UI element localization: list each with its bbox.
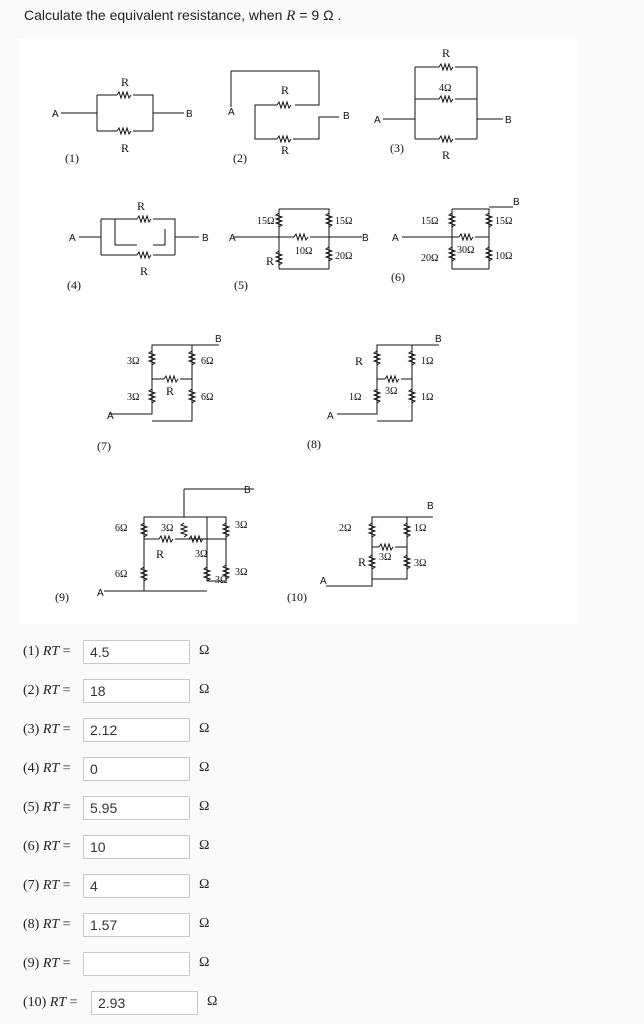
answer-label: (1) RT = [23,644,75,659]
label-15-right: 15Ω [335,216,353,227]
label-6-bottom: 6Ω [115,569,128,580]
circuit-label: (8) [307,437,321,451]
label-6-top: 6Ω [115,523,128,534]
resistor-top [439,64,453,70]
circuit-10 [287,501,434,604]
terminal-a: A [320,576,327,587]
circuit-label: (6) [391,270,405,284]
label-3-right-bottom: 3Ω [235,567,248,578]
answer-input-6[interactable] [83,835,190,859]
label-r-top: R [281,83,290,97]
answer-input-3[interactable] [83,718,190,742]
circuit-label: (9) [55,590,69,604]
terminal-a: A [229,233,236,244]
circuit-diagrams [19,39,578,624]
answer-input-4[interactable] [83,757,190,781]
label-30: 30Ω [457,245,475,256]
answer-label: (2) RT = [23,683,75,698]
label-r: R [358,555,367,569]
question-variable: R [286,8,296,24]
label-3-right-top: 3Ω [235,520,248,531]
label-10: 10Ω [495,251,513,262]
label-6-top: 6Ω [201,356,214,367]
answer-row-6 [23,834,74,860]
circuit-1 [52,75,193,165]
unit-ohm: Ω [199,760,210,775]
circuit-3 [374,46,512,162]
label-10: 10Ω [295,246,313,257]
unit-ohm: Ω [199,877,210,892]
label-3-bottom: 3Ω [127,392,140,403]
answer-row-7 [23,873,74,899]
terminal-a: A [52,109,59,120]
terminal-a: A [107,411,114,422]
answer-label: (4) RT = [23,761,75,776]
answer-label: (8) RT = [23,917,75,932]
label-2: 2Ω [339,523,352,534]
resistor-3 [385,376,399,382]
unit-ohm: Ω [199,955,210,970]
label-r-bottom: R [281,143,290,157]
answer-label: (9) RT = [23,956,75,971]
terminal-a: A [374,115,381,126]
label-r: R [266,254,275,268]
resistor-30 [459,234,473,240]
answer-label: (3) RT = [23,722,75,737]
terminal-b: B [343,111,350,122]
label-20: 20Ω [335,251,353,262]
answer-row-3 [23,717,74,743]
circuit-label: (3) [390,141,404,155]
label-3-mid: 3Ω [379,552,392,563]
terminal-b: B [244,485,251,496]
resistor-bottom [277,136,291,142]
unit-ohm: Ω [199,682,210,697]
answer-label: (10) RT = [23,995,82,1010]
circuit-label: (4) [67,278,81,292]
circuit-label: (2) [233,151,247,165]
unit-ohm: Ω [199,643,210,658]
circuit-label: (7) [97,439,111,453]
label-1-bottom-left: 1Ω [349,392,362,403]
question-value: = 9 Ω . [295,7,342,23]
terminal-b: B [186,109,193,120]
terminal-a: A [392,233,399,244]
circuit-2 [228,71,350,165]
answer-label: (6) RT = [23,839,75,854]
answer-row-4 [23,756,74,782]
terminal-b: B [202,233,209,244]
label-6-bottom: 6Ω [201,392,214,403]
answer-row-8 [23,912,74,938]
resistor-bottom [137,252,151,258]
terminal-b: B [362,233,369,244]
resistor-middle [439,96,453,102]
label-20: 20Ω [421,253,439,264]
terminal-b: B [505,115,512,126]
label-r: R [156,547,165,561]
answer-input-1[interactable] [83,640,190,664]
resistor-bottom [117,128,131,134]
resistor-top [137,216,151,222]
answer-row-5 [23,795,74,821]
resistor-3-mid [379,544,393,550]
answer-input-5[interactable] [83,796,190,820]
label-r-bottom: R [121,141,130,155]
label-15-left: 15Ω [421,216,439,227]
unit-ohm: Ω [207,994,218,1009]
terminal-b: B [435,334,442,345]
label-1-bottom-right: 1Ω [421,392,434,403]
unit-ohm: Ω [199,916,210,931]
label-15-right: 15Ω [495,216,513,227]
answer-row-1 [23,639,74,665]
label-3-bottom: 3Ω [215,575,228,586]
label-r: R [166,384,175,398]
resistor-3-top [181,523,187,537]
answer-row-2 [23,678,74,704]
circuit-label: (5) [234,278,248,292]
label-r-bottom: R [140,264,149,278]
terminal-a: A [327,411,334,422]
label-3-top: 3Ω [127,356,140,367]
circuit-label: (1) [65,151,79,165]
unit-ohm: Ω [199,838,210,853]
circuit-4 [67,199,209,292]
resistor-top [277,102,291,108]
label-r-top: R [137,199,146,213]
answer-row-9 [23,951,74,977]
answer-label: (7) RT = [23,878,75,893]
resistor-r [159,536,173,542]
terminal-a: A [97,588,104,599]
circuit-8 [307,334,442,451]
answer-input-10[interactable] [91,991,198,1015]
terminal-b: B [427,501,434,512]
label-3-mid: 3Ω [195,549,208,560]
circuit-label: (10) [287,590,307,604]
question-text [24,7,341,25]
circuit-figure [19,39,578,624]
label-r-bottom: R [442,148,451,162]
answer-input-9[interactable] [83,952,190,976]
answer-label: (5) RT = [23,800,75,815]
terminal-b: B [513,197,520,208]
circuit-9 [55,485,254,604]
label-r-top: R [442,46,451,60]
question-prefix: Calculate the equivalent resistance, when [24,7,283,23]
label-3-top: 3Ω [161,523,174,534]
answer-row-10 [23,990,81,1016]
label-r-top: R [121,75,130,89]
circuit-7 [97,334,222,453]
resistor-bottom [439,136,453,142]
label-1: 1Ω [414,523,427,534]
resistor-10 [294,234,308,240]
resistor-top [117,92,131,98]
terminal-b: B [215,334,222,345]
label-1-top: 1Ω [421,356,434,367]
answer-input-2[interactable] [83,679,190,703]
answer-input-8[interactable] [83,913,190,937]
answer-input-7[interactable] [83,874,190,898]
circuit-6 [391,197,520,284]
label-15-left: 15Ω [257,216,275,227]
resistor-r [164,376,178,382]
label-r: R [355,354,364,368]
terminal-a: A [69,233,76,244]
unit-ohm: Ω [199,799,210,814]
label-4ohm: 4Ω [439,83,452,94]
terminal-a: A [228,107,235,118]
label-3: 3Ω [385,386,398,397]
unit-ohm: Ω [199,721,210,736]
label-3-right: 3Ω [414,558,427,569]
circuit-5 [229,209,369,292]
